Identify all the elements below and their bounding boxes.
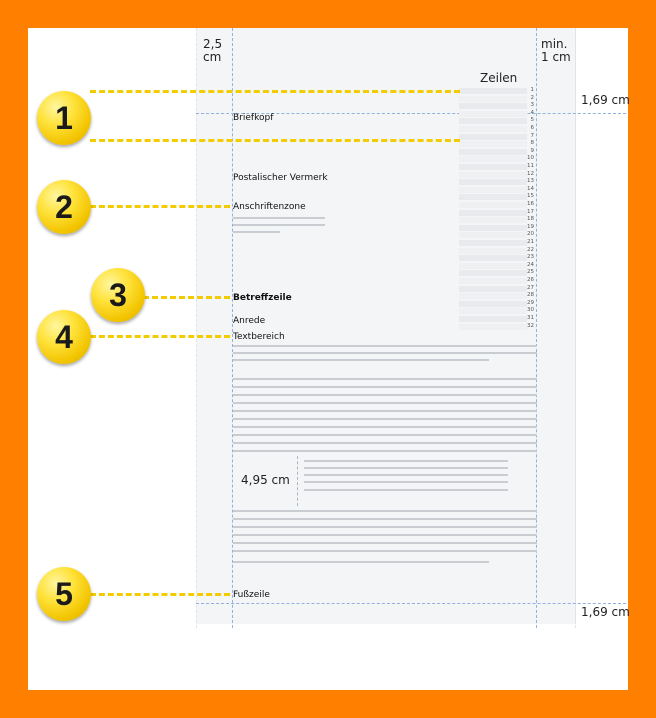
textbereich-label: Textbereich [233,332,285,342]
zeilen-row-stripe [459,194,527,200]
zeilen-row-stripe [459,96,527,102]
zeilen-row-stripe [459,324,527,330]
zeilen-row-number: 16 [527,201,534,207]
zeilen-row-stripe [459,293,527,299]
page-left-edge-guide [196,28,197,628]
zeilen-row-stripe [459,301,527,307]
zeilen-row-stripe [459,141,527,147]
zeilen-row-stripe [459,164,527,170]
zeilen-row-stripe [459,308,527,314]
zeilen-row-number: 3 [530,102,534,109]
marker-1-number: 1 [55,100,73,136]
zeilen-row-number: 19 [527,223,534,230]
text-line [233,450,537,452]
marker-1-connector-bottom [90,139,460,142]
zeilen-row-number: 26 [527,277,534,283]
zeilen-row-number: 1 [530,87,534,93]
fold-bracket-line [297,456,298,506]
zeilen-row-number: 9 [530,147,534,154]
text-line [233,345,537,347]
zeilen-row-stripe [459,134,527,140]
marker-1-badge [37,91,91,145]
marker-4-connector [90,335,230,338]
zeilen-row-stripe [459,255,527,261]
marker-2-number: 2 [55,189,73,225]
zeilen-row-stripe [459,172,527,178]
zeilen-row-number: 32 [527,322,534,329]
zeilen-row-number: 18 [527,216,534,223]
zeilen-row-stripe [459,103,527,109]
zeilen-row-stripe [459,210,527,216]
page-right-edge-guide [575,28,576,628]
zeilen-row-stripe [459,316,527,322]
zeilen-row-number: 29 [527,299,534,306]
zeilen-row-stripe [459,179,527,185]
text-line [233,534,537,536]
anrede-label: Anrede [233,316,266,326]
zeilen-row-number: 8 [530,140,534,147]
marker-5-badge [37,567,91,621]
marker-3-badge [91,268,145,322]
text-line [233,434,537,436]
marker-5-number: 5 [55,576,73,612]
marker-3-number: 3 [109,277,127,313]
zeilen-row-number: 24 [527,261,534,268]
zeilen-row-stripe [459,270,527,276]
right-margin-guide [536,28,537,628]
bottom-margin-guide [196,603,626,604]
left-margin-label: 2,5 cm [203,37,223,64]
zeilen-row-number: 20 [527,231,534,238]
text-line [233,518,537,520]
zeilen-row-number: 31 [527,315,534,321]
marker-2-badge [37,180,91,234]
text-line [233,510,537,512]
zeilen-row-number: 30 [527,307,534,314]
bottom-spacing-label: 1,69 cm [581,605,630,619]
text-line [233,561,489,563]
right-margin-label: min. 1 cm [541,37,571,64]
zeilen-row-number: 14 [527,185,534,192]
text-line [233,526,537,528]
text-line [233,550,537,552]
zeilen-row-number: 15 [527,193,534,200]
zeilen-row-stripe [459,248,527,254]
text-line [233,378,537,380]
zeilen-row-stripe [459,217,527,223]
zeilen-row-stripe [459,126,527,132]
text-line [233,352,537,354]
marker-2-connector [90,205,230,208]
zeilen-row-stripe [459,240,527,246]
text-line [233,410,537,412]
indented-text-line [304,481,508,483]
text-line [233,442,537,444]
fold-distance-label: 4,95 cm [241,473,290,487]
marker-4-number: 4 [55,319,73,355]
zeilen-row-number: 6 [530,125,534,131]
zeilen-row-number: 10 [527,155,534,162]
indented-text-line [304,489,508,491]
text-line [233,394,537,396]
text-line [233,426,537,428]
marker-4-badge [37,310,91,364]
zeilen-row-stripe [459,278,527,284]
zeilen-row-stripe [459,111,527,117]
marker-5-connector [90,593,230,596]
zeilen-column [459,88,534,332]
indented-text-line [304,467,508,469]
text-line [233,359,489,361]
indented-text-line [304,474,508,476]
anschriftenzone-label: Anschriftenzone [233,202,306,212]
zeilen-row-stripe [459,232,527,238]
marker-3-connector [143,296,230,299]
zeilen-row-number: 2 [530,94,534,101]
zeilen-row-stripe [459,149,527,155]
zeilen-row-number: 28 [527,292,534,299]
zeilen-row-number: 4 [530,109,534,116]
address-line [233,217,325,219]
postalischer-vermerk-label: Postalischer Vermerk [233,173,328,183]
text-line [233,386,537,388]
text-line [233,542,537,544]
zeilen-row-stripe [459,225,527,231]
zeilen-title: Zeilen [480,71,518,85]
zeilen-row-number: 17 [527,208,534,215]
zeilen-row-stripe [459,118,527,124]
text-line [233,402,537,404]
zeilen-row-number: 13 [527,178,534,185]
zeilen-row-stripe [459,263,527,269]
fusszeile-label: Fußzeile [233,590,270,600]
top-spacing-label: 1,69 cm [581,93,630,107]
zeilen-row-stripe [459,187,527,193]
zeilen-row-number: 7 [530,132,534,139]
betreffzeile-label: Betreffzeile [233,293,292,303]
address-line [233,231,280,233]
briefkopf-label: Briefkopf [233,113,274,123]
text-line [233,418,537,420]
zeilen-row-stripe [459,88,527,94]
zeilen-row-number: 5 [530,117,534,124]
zeilen-row-number: 27 [527,284,534,291]
zeilen-row-number: 11 [527,163,534,169]
zeilen-row-number: 23 [527,254,534,261]
zeilen-row-stripe [459,286,527,292]
zeilen-row-number: 12 [527,170,534,177]
zeilen-row-stripe [459,202,527,208]
marker-1-connector-top [90,90,460,93]
zeilen-row-stripe [459,156,527,162]
zeilen-row-number: 22 [527,246,534,253]
indented-text-line [304,460,508,462]
zeilen-row-number: 21 [527,239,534,245]
address-line [233,224,325,226]
zeilen-row-number: 25 [527,269,534,276]
